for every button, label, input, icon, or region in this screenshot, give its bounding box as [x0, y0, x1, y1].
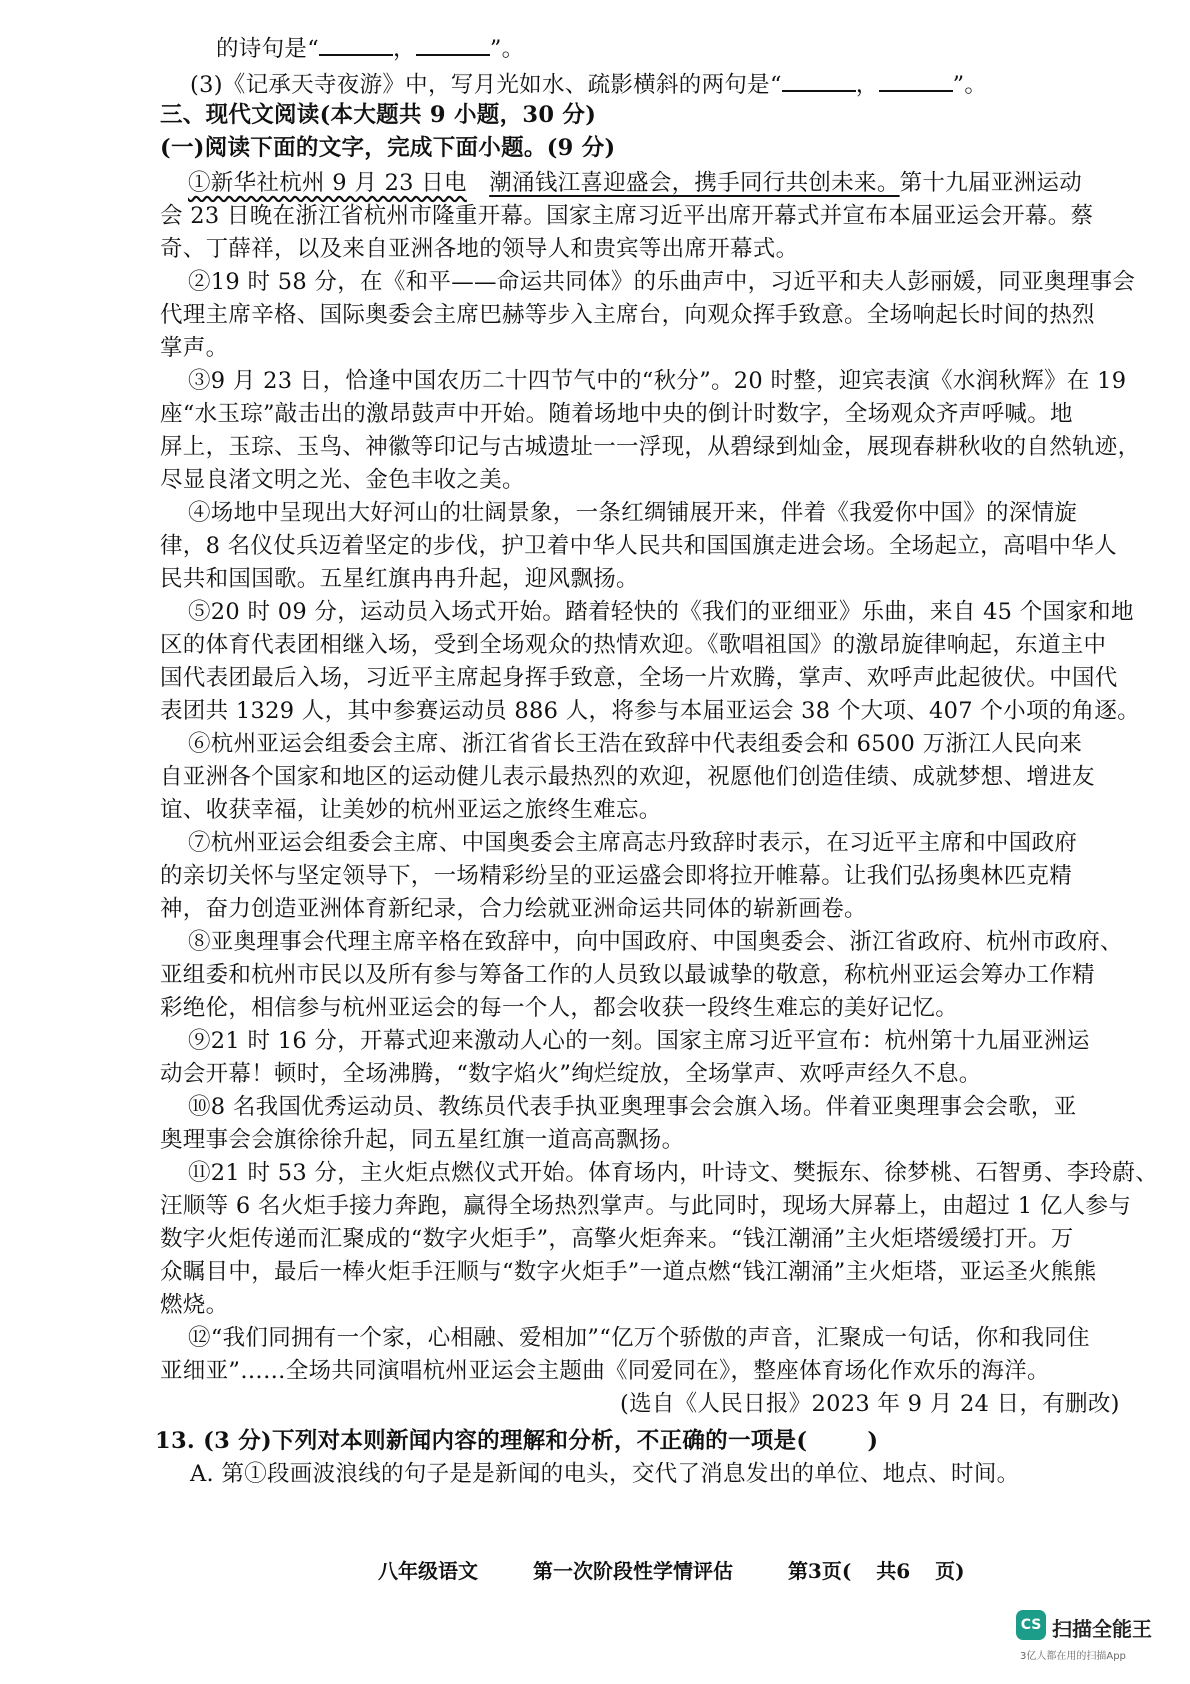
paragraph-5-line-3: 国代表团最后入场，习近平主席起身挥手致意，全场一片欢腾，掌声、欢呼声此起彼伏。中国代 [160, 665, 1118, 691]
paragraph-7-line-3: 神，奋力创造亚洲体育新纪录，合力绘就亚洲命运共同体的崭新画卷。 [160, 896, 867, 922]
page-footer [378, 1555, 995, 1584]
paragraph-2-line-3: 掌声。 [160, 335, 229, 361]
paragraph-12-line-2: 亚细亚”……全场共同演唱杭州亚运会主题曲《同爱同在》，整座体育场化作欢乐的海洋。 [160, 1358, 1050, 1384]
question-13-option-a: A. 第①段画波浪线的句子是是新闻的电头，交代了消息发出的单位、地点、时间。 [190, 1461, 1020, 1487]
answer-blank [782, 72, 856, 92]
paragraph-5-line-1: ⑤20 时 09 分，运动员入场式开始。踏着轻快的《我们的亚细亚》乐曲，来自 45 个国家和地 [188, 599, 1134, 625]
paragraph-8-line-3: 彩绝伦，相信参与杭州亚运会的每一个人，都会收获一段终生难忘的美好记忆。 [160, 995, 959, 1021]
paragraph-9-line-2: 动会开幕！顿时，全场沸腾，“数字焰火”绚烂绽放，全场掌声、欢呼声经久不息。 [160, 1061, 982, 1087]
paragraph-8-line-1: ⑧亚奥理事会代理主席辛格在致辞中，向中国政府、中国奥委会、浙江省政府、杭州市政府、 [188, 929, 1123, 955]
paragraph-4-line-3: 民共和国国歌。五星红旗冉冉升起，迎风飘扬。 [160, 566, 639, 592]
watermark-title: 扫描全能王 [1052, 1617, 1152, 1641]
paragraph-2-line-2: 代理主席辛格、国际奥委会主席巴赫等步入主席台，向观众挥手致意。全场响起长时间的热烈 [160, 302, 1095, 328]
dateline-wavy: ①新华社杭州 9 月 23 日电 [188, 170, 467, 196]
paragraph-10-line-2: 奥理事会会旗徐徐升起，同五星红旗一道高高飘扬。 [160, 1127, 685, 1153]
paragraph-6-line-3: 谊、收获幸福，让美妙的杭州亚运之旅终生难忘。 [160, 797, 662, 823]
footer-exam: 第一次阶段性学情评估 [532, 1559, 733, 1583]
paragraph-9-line-1: ⑨21 时 16 分，开幕式迎来激动人心的一刻。国家主席习近平宣布：杭州第十九届亚洲运 [188, 1028, 1090, 1054]
paragraph-4-line-2: 律，8 名仪仗兵迈着坚定的步伐，护卫着中华人民共和国国旗走进会场。全场起立，高唱中华人 [160, 533, 1117, 559]
camscanner-logo-icon: CS [1016, 1610, 1046, 1640]
paragraph-5-line-4: 表团共 1329 人，其中参赛运动员 886 人，将参与本届亚运会 38 个大项、407 个小项的角逐。 [160, 698, 1140, 724]
section-subtitle: (一)阅读下面的文字，完成下面小题。(9 分) [160, 135, 616, 161]
answer-blank [319, 36, 393, 56]
paragraph-11-line-5: 燃烧。 [160, 1292, 229, 1318]
paragraph-11-line-3: 数字火炬传递而汇聚成的“数字火炬手”，高擎火炬奔来。“钱江潮涌”主火炬塔缓缓打开。万 [160, 1226, 1074, 1252]
paragraph-3-line-2: 座“水玉琮”敲击出的激昂鼓声中开始。随着场地中央的倒计时数字，全场观众齐声呼喊。地 [160, 401, 1073, 427]
paragraph-8-line-2: 亚组委和杭州市民以及所有参与筹备工作的人员致以最诚挚的敬意，称杭州亚运会筹办工作精 [160, 962, 1095, 988]
footer-page: 第3页( 共6 页) [787, 1559, 965, 1583]
paragraph-3-line-4: 尽显良渚文明之光、金色丰收之美。 [160, 467, 525, 493]
paragraph-6-line-2: 自亚洲各个国家和地区的运动健儿表示最热烈的欢迎，祝愿他们创造佳绩、成就梦想、增进友 [160, 764, 1095, 790]
article-source: (选自《人民日报》2023 年 9 月 24 日，有删改) [620, 1391, 1120, 1417]
scanner-watermark [1016, 1610, 1176, 1662]
watermark-subtitle: 3亿人都在用的扫描App [1020, 1651, 1126, 1662]
paragraph-1-line-3: 奇、丁薛祥，以及来自亚洲各地的领导人和贵宾等出席开幕式。 [160, 236, 799, 262]
paragraph-7-line-2: 的亲切关怀与坚定领导下，一场精彩纷呈的亚运盛会即将拉开帷幕。让我们弘扬奥林匹克精 [160, 863, 1073, 889]
answer-blank [879, 72, 953, 92]
paragraph-5-line-2: 区的体育代表团相继入场，受到全场观众的热情欢迎。《歌唱祖国》的激昂旋律响起，东道主中 [160, 632, 1107, 658]
paragraph-12-line-1: ⑫“我们同拥有一个家，心相融、爱相加”“亿万个骄傲的声音，汇聚成一句话，你和我同住 [188, 1325, 1090, 1351]
answer-blank [416, 36, 490, 56]
paragraph-11-line-4: 众瞩目中，最后一棒火炬手汪顺与“数字火炬手”一道点燃“钱江潮涌”主火炬塔，亚运圣火熊熊 [160, 1259, 1097, 1285]
paragraph-7-line-1: ⑦杭州亚运会组委会主席、中国奥委会主席高志丹致辞时表示，在习近平主席和中国政府 [188, 830, 1078, 856]
paragraph-6-line-1: ⑥杭州亚运会组委会主席、浙江省省长王浩在致辞中代表组委会和 6500 万浙江人民向来 [188, 731, 1083, 757]
paragraph-3-line-1: ③9 月 23 日，恰逢中国农历二十四节气中的“秋分”。20 时整，迎宾表演《水润秋辉》在 19 [188, 368, 1127, 394]
paragraph-11-line-1: ⑪21 时 53 分，主火炬点燃仪式开始。体育场内，叶诗文、樊振东、徐梦桃、石智勇、李玲蔚、 [188, 1160, 1159, 1186]
headline-underlined: 潮涌钱江喜迎盛会，携手同行共创未来。 [489, 170, 900, 196]
paragraph-2-line-1: ②19 时 58 分，在《和平——命运共同体》的乐曲声中，习近平和夫人彭丽媛，同亚奥理事会 [188, 269, 1136, 295]
footer-subject: 八年级语文 [378, 1559, 478, 1583]
paragraph-1-line-2: 会 23 日晚在浙江省杭州市隆重开幕。国家主席习近平出席开幕式并宣布本届亚运会开幕。蔡 [160, 203, 1094, 229]
question-13-stem: 13. (3 分)下列对本则新闻内容的理解和分析，不正确的一项是( ) [155, 1428, 879, 1454]
paragraph-1-line-1: ①新华社杭州 9 月 23 日电 潮涌钱江喜迎盛会，携手同行共创未来。第十九届亚洲运动 [188, 170, 1083, 196]
paragraph-11-line-2: 汪顺等 6 名火炬手接力奔跑，赢得全场热烈掌声。与此同时，现场大屏幕上，由超过 1 亿人参与 [160, 1193, 1132, 1219]
section-title: 三、现代文阅读(本大题共 9 小题，30 分) [160, 102, 597, 128]
paragraph-10-line-1: ⑩8 名我国优秀运动员、教练员代表手执亚奥理事会会旗入场。伴着亚奥理事会会歌，亚 [188, 1094, 1077, 1120]
paragraph-4-line-1: ④场地中呈现出大好河山的壮阔景象，一条红绸铺展开来，伴着《我爱你中国》的深情旋 [188, 500, 1078, 526]
paragraph-3-line-3: 屏上，玉琮、玉鸟、神徽等印记与古城遗址一一浮现，从碧绿到灿金，展现春耕秋收的自然轨迹， [160, 434, 1141, 460]
poem-question-tail: 的诗句是“ ， ”。 [216, 36, 525, 62]
question-3: (3)《记承天寺夜游》中，写月光如水、疏影横斜的两句是“ ， ”。 [190, 72, 988, 98]
